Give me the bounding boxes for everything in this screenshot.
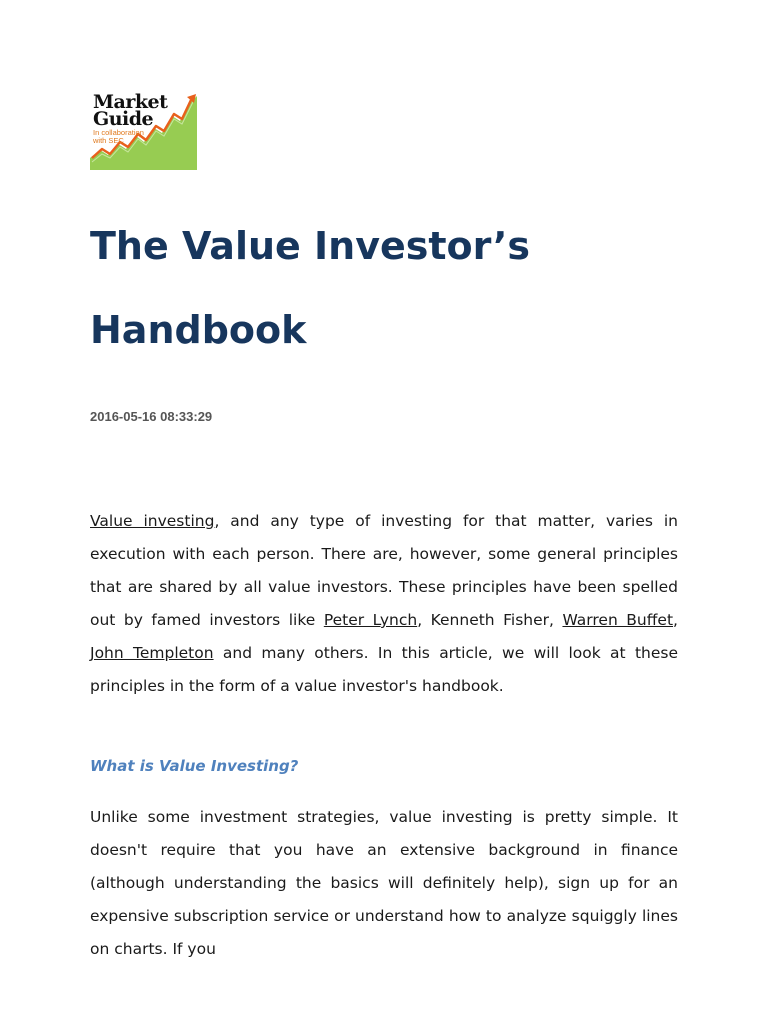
link-john-templeton[interactable]: John Templeton: [90, 644, 214, 662]
article-title-line1: The Value Investor’s: [90, 224, 531, 268]
logo-wordmark-guide: Guide: [93, 108, 154, 130]
section-heading-what-is-value-investing: What is Value Investing?: [90, 757, 299, 775]
intro-text-d: and many others. In this article, we will look at these principles in the form of a value investor's handbook.: [90, 644, 678, 695]
section-body-paragraph: Unlike some investment strategies, value investing is pretty simple. It doesn't require that you have an extensive background in finance (although understanding the basics will definitely help), sign up for an expensive subscription service or understand how to analyze squiggly lines on charts. If you: [90, 808, 678, 958]
logo-tagline-line1: In collaboration: [93, 128, 144, 137]
intro-text-c: ,: [673, 611, 678, 629]
link-peter-lynch[interactable]: Peter Lynch: [323, 611, 418, 629]
market-guide-logo: [90, 92, 197, 170]
link-value-investing[interactable]: Value investing: [90, 512, 215, 530]
article-title-line2: Handbook: [90, 308, 307, 352]
intro-text-a: , and any type of investing for that matter, varies in execution with each person. There are, however, some general principles that are shared by all value investors. These principles have been spelled out by famed investors like: [90, 512, 679, 629]
article-timestamp: 2016-05-16 08:33:29: [90, 409, 213, 424]
intro-text-b: , Kenneth Fisher,: [417, 611, 563, 629]
logo-tagline-line2: with SEC: [93, 136, 124, 145]
article-intro-paragraph: [90, 505, 678, 703]
link-warren-buffet[interactable]: Warren Buffet: [562, 611, 674, 629]
logo-wordmark-market: Market: [93, 92, 168, 113]
